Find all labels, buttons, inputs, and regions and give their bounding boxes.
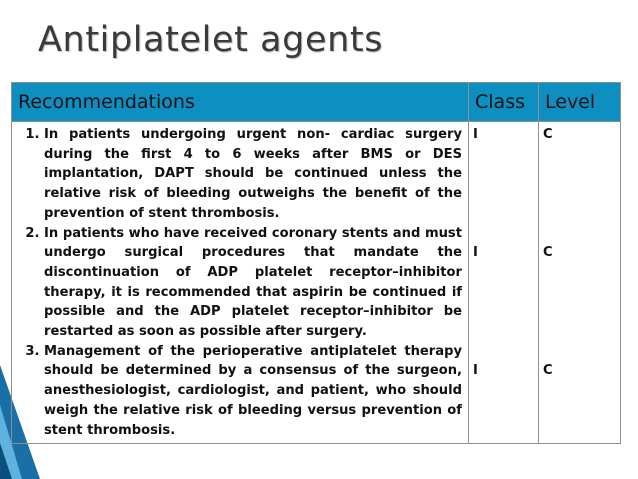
class-value-2: I <box>473 245 478 260</box>
recommendation-list <box>18 125 462 440</box>
table-header-row <box>12 83 621 122</box>
level-cell <box>539 122 621 444</box>
header-level: Level <box>539 83 621 122</box>
level-value-3: C <box>543 363 553 378</box>
recommendations-table <box>11 82 621 444</box>
level-value-1: C <box>543 127 553 142</box>
recommendations-cell <box>12 122 469 444</box>
class-value-3: I <box>473 363 478 378</box>
slide-title: Antiplatelet agents <box>38 20 384 60</box>
header-recommendations: Recommendations <box>12 83 469 122</box>
header-class: Class <box>469 83 539 122</box>
level-value-2: C <box>543 245 553 260</box>
table-row <box>12 122 621 444</box>
recommendation-item-1: 1. In patients undergoing urgent non- cardiac surgery during the first 4 to 6 weeks after BMS or DES implantation, DAPT should be continued unless the relative risk of bleeding outweighs the benefit of the prevention of stent thrombosis. <box>44 125 462 224</box>
recommendation-item-2: 2. In patients who have received coronary stents and must undergo surgical procedures that mandate the discontinuation of ADP platelet receptor–inhibitor therapy, it is recommended that aspirin be continued if possible and the ADP platelet receptor–inhibitor be restarted as soon as possible after surgery. <box>44 224 462 342</box>
class-cell <box>469 122 539 444</box>
class-value-1: I <box>473 127 478 142</box>
recommendation-item-3: 3. Management of the perioperative antiplatelet therapy should be determined by a consensus of the surgeon, anesthesiologist, cardiologist, and patient, who should weigh the relative risk of bleeding versus prevention of stent thrombosis. <box>44 342 462 441</box>
